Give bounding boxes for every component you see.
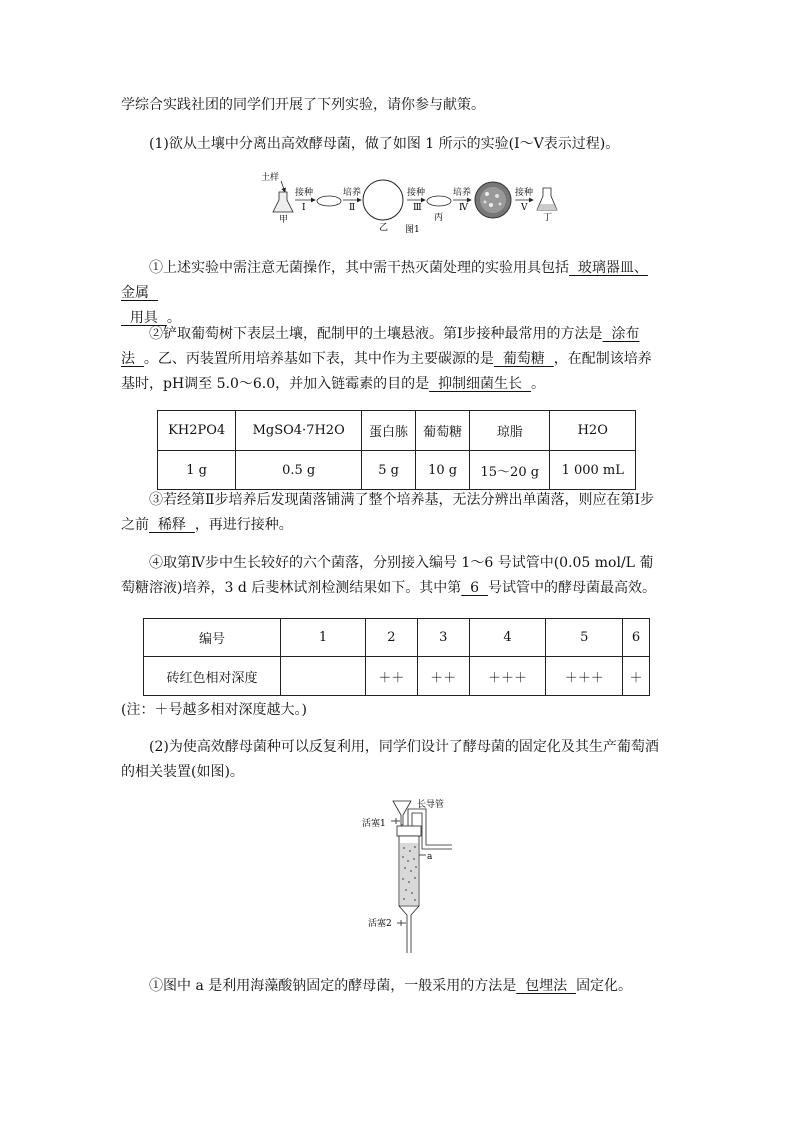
- depth-cell: ＋＋＋: [469, 657, 546, 696]
- value-cell: 1 g: [158, 451, 236, 490]
- header-agar: 琼脂: [470, 411, 550, 451]
- label-ding: 丁: [543, 213, 553, 223]
- depth-cell: [281, 657, 366, 696]
- depth-cell: ＋＋＋: [546, 657, 623, 696]
- result-table: [143, 618, 650, 696]
- stopcock2-label: 活塞2: [368, 919, 392, 929]
- header-glucose: 葡萄糖: [416, 411, 470, 451]
- q2-s1: ①图中 a 是利用海藻酸钠固定的酵母菌，一般采用的方法是 包埋法 固定化。: [149, 978, 633, 994]
- value-cell: 10 g: [416, 451, 470, 490]
- header-water: H2O: [550, 411, 636, 451]
- header-peptone: 蛋白胨: [362, 411, 416, 451]
- answer-1a: 玻璃器皿、金属: [121, 260, 648, 301]
- number-cell: 3: [417, 619, 469, 657]
- figure1-caption: 图1: [405, 225, 420, 235]
- answer-1b: 用具: [129, 310, 158, 326]
- step1-action: 接种: [295, 188, 314, 198]
- figure-1: [255, 170, 575, 240]
- soil-label: 土样: [261, 173, 280, 183]
- step2-num: Ⅱ: [349, 203, 356, 213]
- dish-1: [317, 196, 341, 206]
- figure-2: [360, 793, 470, 963]
- value-cell: 5 g: [362, 451, 416, 490]
- medium-table: [157, 410, 636, 490]
- q1-s1: ①上述实验中需注意无菌操作，其中需干热灭菌处理的实验用具包括 玻璃器皿、金属 用具 。: [121, 260, 648, 326]
- step3-action: 接种: [407, 188, 426, 198]
- q1-s2: ②铲取葡萄树下表层土壤，配制甲的土壤悬液。第Ⅰ步接种最常用的方法是 涂布法 。乙、丙装置所用培养基如下表，其中作为主要碳源的是 葡萄糖 ，在配制该培养基时，pH调至 5.0～6.0，并加入链霉素的目的是 抑制细菌生长 。: [121, 326, 652, 392]
- label-a: a: [427, 852, 433, 862]
- q2-stem: (2)为使高效酵母菌种可以反复利用，同学们设计了酵母菌的固定化及其生产葡萄酒的相关装置(如图)。: [121, 739, 659, 780]
- number-cell: 1: [281, 619, 366, 657]
- number-cell: 4: [469, 619, 546, 657]
- step5-num: Ⅴ: [521, 203, 528, 213]
- number-cell: 2: [366, 619, 418, 657]
- intro-text: 学综合实践社团的同学们开展了下列实验，请你参与献策。: [121, 97, 485, 113]
- row-label-depth: 砖红色相对深度: [144, 657, 281, 696]
- depth-cell: ＋＋: [366, 657, 418, 696]
- q1-s3: ③若经第Ⅱ步培养后发现菌落铺满了整个培养基，无法分辨出单菌落，则应在第Ⅰ步之前 稀释 ，再进行接种。: [121, 492, 655, 533]
- label-jia: 甲: [279, 215, 289, 225]
- q1-s4: ④取第Ⅳ步中生长较好的六个菌落，分别接入编号 1～6 号试管中(0.05 mol/L 葡萄糖溶液)培养，3 d 后斐林试剂检测结果如下。其中第 6 号试管中的酵母菌最高效。: [121, 555, 656, 596]
- depth-cell: ＋＋: [417, 657, 469, 696]
- answer-4: 6: [470, 580, 480, 596]
- answer-2a: 涂布法: [121, 326, 640, 367]
- value-cell: 1 000 mL: [550, 451, 636, 490]
- label-bing: 丙: [434, 213, 444, 223]
- step2-action: 培养: [343, 188, 362, 198]
- step1-num: Ⅰ: [302, 203, 306, 213]
- number-cell: 6: [623, 619, 650, 657]
- number-cell: 5: [546, 619, 623, 657]
- row-label-number: 编号: [144, 619, 281, 657]
- flask-jia: [273, 192, 293, 212]
- step4-num: Ⅳ: [459, 203, 468, 213]
- depth-cell: ＋: [623, 657, 650, 696]
- table-note: (注：＋号越多相对深度越大。): [121, 702, 307, 718]
- step5-action: 接种: [515, 188, 534, 198]
- circle-yi: [363, 180, 403, 220]
- header-kh2po4: KH2PO4: [158, 411, 236, 451]
- long-tube-label: 长导管: [417, 800, 445, 810]
- q1-stem: (1)欲从土壤中分离出高效酵母菌，做了如图 1 所示的实验(Ⅰ～Ⅴ表示过程)。: [149, 136, 620, 152]
- answer-2b: 葡萄糖: [502, 351, 545, 367]
- answer-3: 稀释: [157, 517, 186, 533]
- label-yi: 乙: [379, 223, 389, 233]
- dish-bing: [427, 196, 451, 206]
- answer-2c: 抑制细菌生长: [438, 376, 523, 392]
- step3-num: Ⅲ: [413, 203, 422, 213]
- value-cell: 15～20 g: [470, 451, 550, 490]
- stopcock1-label: 活塞1: [362, 819, 386, 829]
- step4-action: 培养: [453, 188, 472, 198]
- immobilized-beads: [400, 843, 418, 905]
- answer-q2-1: 包埋法: [525, 978, 568, 994]
- value-cell: 0.5 g: [236, 451, 362, 490]
- header-mgso4: MgSO4·7H2O: [236, 411, 362, 451]
- stopper: [397, 826, 421, 836]
